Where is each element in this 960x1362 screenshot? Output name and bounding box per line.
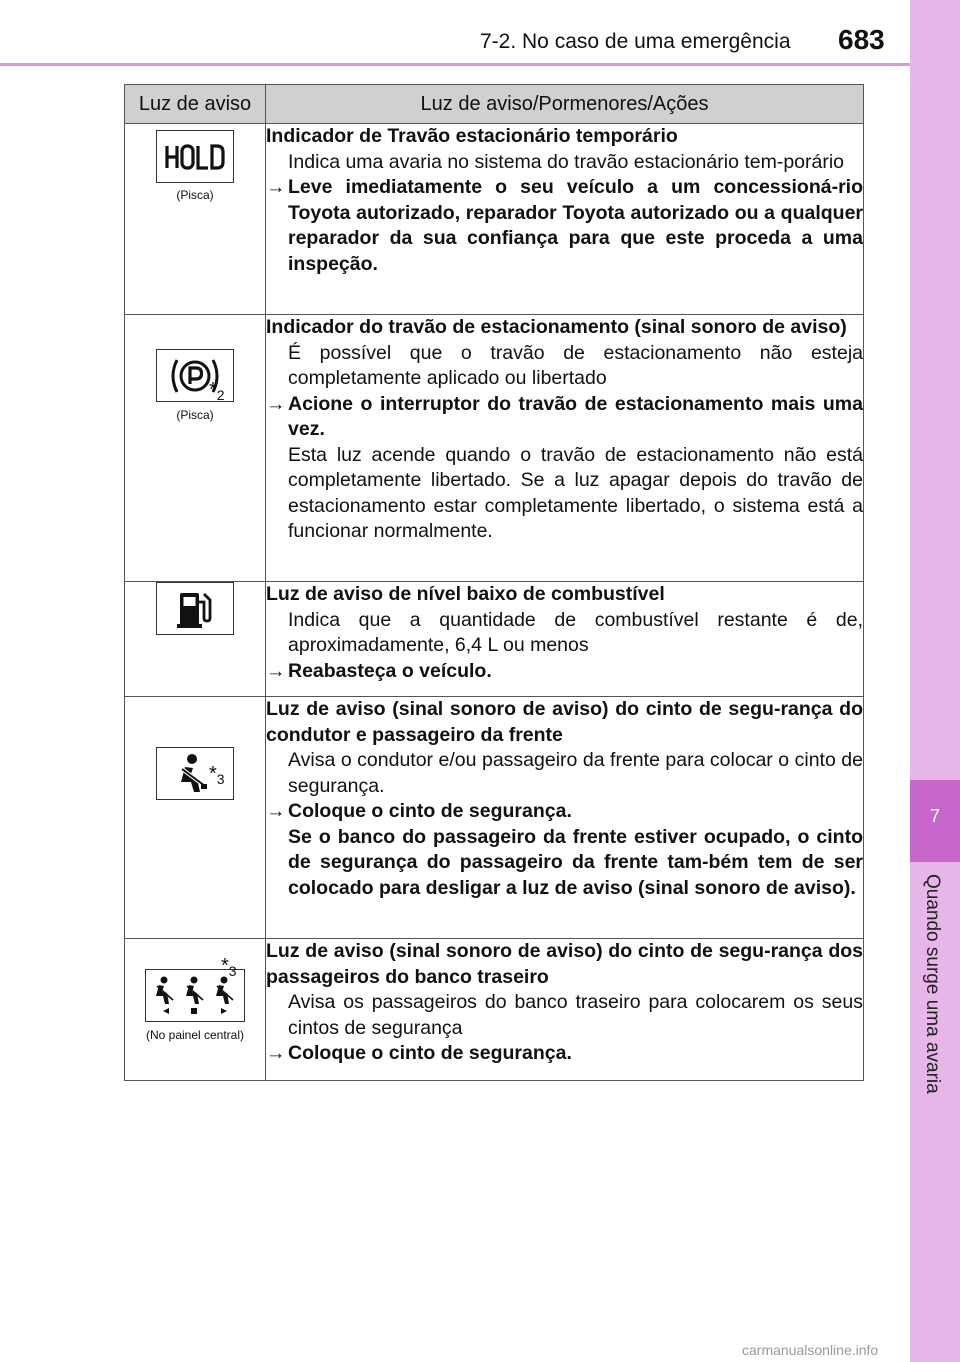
row-description: Avisa o condutor e/ou passageiro da frente para colocar o cinto de segurança. bbox=[288, 749, 863, 797]
page-header-section: 7-2. No caso de uma emergência bbox=[480, 30, 791, 53]
row-action-text: Coloque o cinto de segurança. bbox=[288, 800, 572, 822]
footnote-marker: $*_3$ bbox=[221, 955, 237, 979]
table-row bbox=[125, 939, 864, 1081]
table-row bbox=[125, 582, 864, 697]
details-cell bbox=[266, 582, 864, 697]
icon-cell bbox=[125, 697, 266, 939]
chapter-label: Quando surge uma avaria bbox=[922, 874, 943, 1094]
icon-caption: (No painel central) bbox=[145, 1027, 245, 1042]
row-action bbox=[266, 392, 863, 443]
icon-caption: (Pisca) bbox=[176, 407, 214, 422]
row-action-text: Leve imediatamente o seu veículo a um concessioná-rio Toyota autorizado, reparador Toyota autorizado ou a qualquer reparador da sua confiança para que este proceda a uma inspeção. bbox=[288, 176, 863, 275]
row-title: Luz de aviso (sinal sonoro de aviso) do cinto de segu-rança do condutor e passageiro da frente bbox=[266, 698, 863, 746]
icon-caption: (Pisca) bbox=[176, 188, 214, 202]
arrow-icon: → bbox=[266, 392, 286, 415]
row-action-text: Coloque o cinto de segurança. bbox=[288, 1042, 572, 1064]
details-cell bbox=[266, 124, 864, 315]
row-action-detail bbox=[266, 825, 863, 902]
row-description: Indica uma avaria no sistema do travão estacionário tem-porário bbox=[288, 150, 845, 173]
table-row bbox=[125, 315, 864, 582]
footnote-marker: $*_3$ bbox=[209, 763, 225, 787]
details-cell bbox=[266, 697, 864, 939]
warning-lights-table bbox=[124, 84, 864, 1081]
row-action bbox=[266, 799, 863, 825]
arrow-icon: → bbox=[266, 176, 286, 198]
row-description: Avisa os passageiros do banco traseiro para colocarem os seus cintos de segurança bbox=[288, 991, 863, 1039]
row-title: Luz de aviso (sinal sonoro de aviso) do cinto de segu-rança dos passageiros do banco traseiro bbox=[266, 940, 863, 988]
chapter-number: 7 bbox=[929, 806, 940, 826]
header-rule bbox=[0, 63, 910, 66]
row-note: Esta luz acende quando o travão de estacionamento não está completamente libertado. Se a luz apagar depois do travão de estacionamento estar completamente libertado, o sistema está a funcionar normalmente. bbox=[288, 443, 863, 542]
row-action bbox=[266, 175, 863, 277]
row-action-text: Acione o interruptor do travão de estacionamento mais uma vez. bbox=[288, 392, 863, 440]
row-title: Indicador de Travão estacionário temporário bbox=[266, 125, 678, 147]
column-header-details: Luz de aviso/Pormenores/Ações bbox=[266, 85, 864, 124]
arrow-icon: → bbox=[266, 800, 286, 822]
table-row bbox=[125, 697, 864, 939]
row-title: Luz de aviso de nível baixo de combustível bbox=[266, 583, 665, 605]
row-action bbox=[266, 659, 863, 685]
details-cell bbox=[266, 315, 864, 582]
arrow-icon: → bbox=[266, 659, 286, 682]
column-header-warning-light: Luz de aviso bbox=[125, 85, 266, 124]
row-title: Indicador do travão de estacionamento (sinal sonoro de aviso) bbox=[266, 316, 847, 338]
icon-cell bbox=[125, 315, 266, 582]
icon-cell bbox=[125, 124, 266, 315]
side-band bbox=[910, 0, 960, 1362]
details-cell bbox=[266, 939, 864, 1081]
page-number: 683 bbox=[838, 24, 885, 55]
footnote-marker: $*_2$ bbox=[209, 379, 225, 403]
row-description: Indica que a quantidade de combustível restante é de, aproximadamente, 6,4 L ou menos bbox=[288, 608, 863, 656]
icon-cell bbox=[125, 582, 266, 697]
icon-cell bbox=[125, 939, 266, 1081]
hold-indicator-icon bbox=[156, 130, 234, 183]
table-header-row bbox=[125, 85, 864, 124]
table-row bbox=[125, 124, 864, 315]
row-action-text: Reabasteça o veículo. bbox=[288, 659, 492, 682]
arrow-icon: → bbox=[266, 1042, 286, 1064]
row-action bbox=[266, 1041, 863, 1067]
row-description: É possível que o travão de estacionamento não esteja completamente aplicado ou libertado bbox=[288, 341, 863, 389]
row-action-detail-text: Se o banco do passageiro da frente estiver ocupado, o cinto de segurança do passageiro da frente tam-bém tem de ser colocado para desligar a luz de aviso (sinal sonoro de aviso). bbox=[288, 825, 863, 899]
fuel-pump-icon bbox=[156, 582, 234, 635]
watermark: carmanualsonline.info bbox=[742, 1342, 879, 1358]
